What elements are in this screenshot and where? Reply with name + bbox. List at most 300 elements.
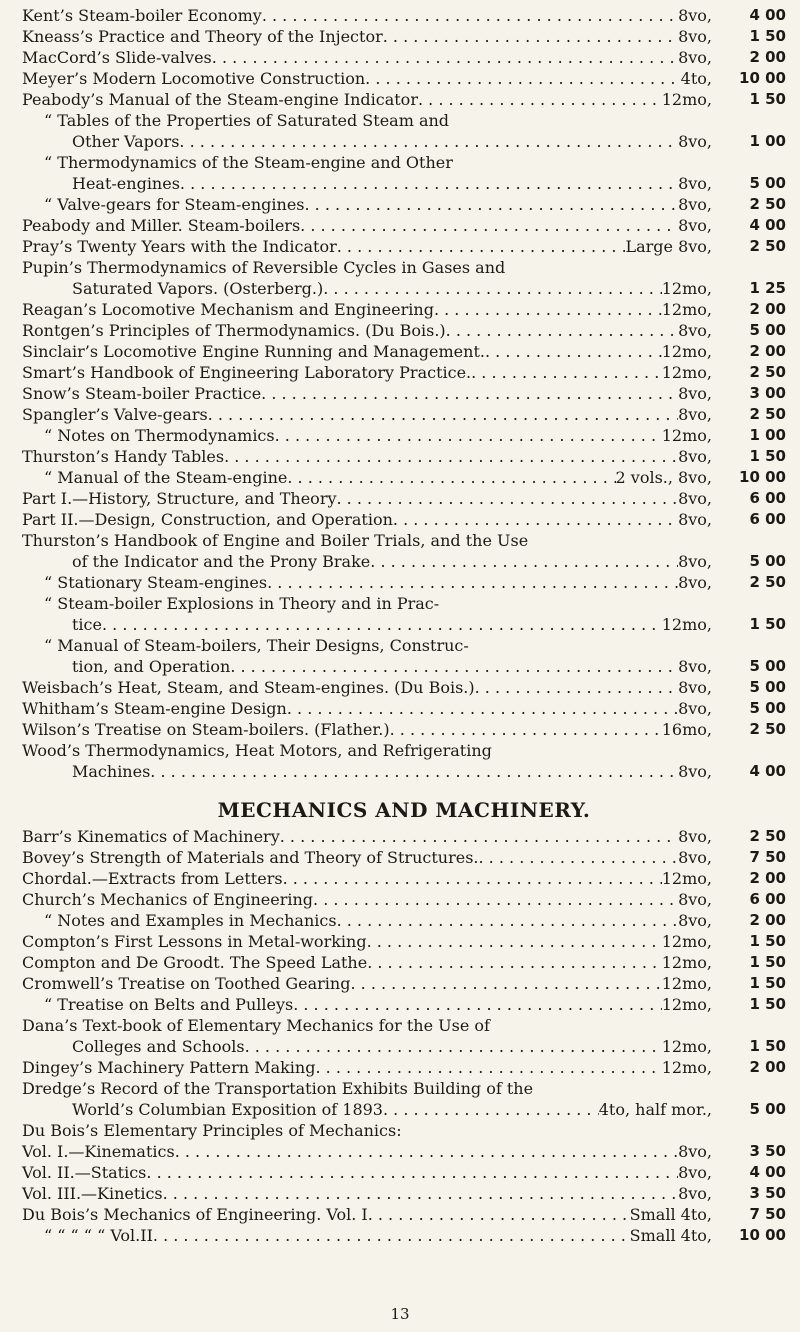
entry-title: Spangler’s Valve-gears xyxy=(22,405,208,424)
dot-leader xyxy=(179,131,678,152)
entry-price: 2 50 xyxy=(749,405,786,423)
catalog-entry xyxy=(22,1204,786,1225)
entry-title: Cromwell’s Treatise on Toothed Gearing xyxy=(22,974,351,993)
entry-title: World’s Columbian Exposition of 1893 xyxy=(72,1100,383,1119)
dot-leader xyxy=(245,1036,662,1057)
entry-line xyxy=(22,1183,786,1204)
dot-leader xyxy=(261,383,678,404)
entry-price: 2 50 xyxy=(749,573,786,591)
catalog-column xyxy=(22,5,786,1246)
dot-leader xyxy=(485,341,662,362)
entry-price: 1 50 xyxy=(749,932,786,950)
entry-title: Snow’s Steam-boiler Practice xyxy=(22,384,262,403)
entry-format: 2 vols., 8vo, xyxy=(615,468,712,487)
entry-price: 1 50 xyxy=(749,90,786,108)
dot-leader xyxy=(365,68,681,89)
entry-format: 8vo, xyxy=(678,657,712,676)
entry-format: 8vo, xyxy=(678,174,712,193)
entry-format: 12mo, xyxy=(661,363,712,382)
entry-title: Vol. III.—Kinetics xyxy=(22,1184,163,1203)
entry-format: 8vo, xyxy=(678,552,712,571)
catalog-entry xyxy=(22,889,786,910)
entry-format: 8vo, xyxy=(678,762,712,781)
dot-leader xyxy=(367,931,662,952)
entry-format: 8vo, xyxy=(678,848,712,867)
entry-price: 10 00 xyxy=(739,468,786,486)
dot-leader xyxy=(102,614,662,635)
entry-format: 12mo, xyxy=(661,342,712,361)
dot-leader xyxy=(300,215,678,236)
entry-line xyxy=(22,446,786,467)
entry-format: Small 4to, xyxy=(629,1226,712,1245)
catalog-entry xyxy=(22,593,786,635)
catalog-entry xyxy=(22,425,786,446)
dot-leader xyxy=(368,1204,630,1225)
entry-title: Smart’s Handbook of Engineering Laboratory Practice. xyxy=(22,363,472,382)
entry-title: Part II.—Design, Construction, and Operation xyxy=(22,510,393,529)
entry-price: 2 50 xyxy=(749,237,786,255)
entry-format: 8vo, xyxy=(678,678,712,697)
entry-format: 8vo, xyxy=(678,1163,712,1182)
entry-price: 2 00 xyxy=(749,342,786,360)
entry-line xyxy=(22,236,786,257)
dot-leader xyxy=(293,994,662,1015)
entry-price: 5 00 xyxy=(749,1100,786,1118)
dot-leader xyxy=(367,952,662,973)
entry-title: Church’s Mechanics of Engineering xyxy=(22,890,314,909)
entry-title: Du Bois’s Mechanics of Engineering. Vol. I xyxy=(22,1205,368,1224)
entry-price: 3 50 xyxy=(749,1142,786,1160)
entry-line xyxy=(22,1141,786,1162)
entry-price: 2 00 xyxy=(749,300,786,318)
entry-price: 1 25 xyxy=(749,279,786,297)
entry-line xyxy=(22,467,786,488)
entry-title: Bovey’s Strength of Materials and Theory of Structures. xyxy=(22,848,479,867)
entry-line xyxy=(22,677,786,698)
entry-line xyxy=(22,1204,786,1225)
entry-format: 12mo, xyxy=(661,300,712,319)
entry-price: 1 50 xyxy=(749,615,786,633)
entry-title: Wilson’s Treatise on Steam-boilers. (Flather.) xyxy=(22,720,390,739)
catalog-entry xyxy=(22,110,786,152)
entry-title: Du Bois’s Elementary Principles of Mechanics: xyxy=(22,1121,402,1140)
section-heading: MECHANICS AND MACHINERY. xyxy=(217,798,591,822)
entry-line xyxy=(22,404,786,425)
entry-price: 7 50 xyxy=(749,1205,786,1223)
dot-leader xyxy=(224,446,678,467)
catalog-entry xyxy=(22,868,786,889)
dot-leader xyxy=(230,656,678,677)
entry-price: 10 00 xyxy=(739,1226,786,1244)
entry-line xyxy=(22,1015,786,1036)
entry-title: Thurston’s Handy Tables xyxy=(22,447,225,466)
dot-leader xyxy=(323,278,662,299)
catalog-entry xyxy=(22,572,786,593)
catalog-entry xyxy=(22,973,786,994)
entry-title: “ “ “ “ “ Vol.II xyxy=(44,1226,153,1245)
entry-format: 12mo, xyxy=(661,974,712,993)
entry-title: Sinclair’s Locomotive Engine Running and Management. xyxy=(22,342,485,361)
catalog-entry xyxy=(22,320,786,341)
entry-price: 4 00 xyxy=(749,1163,786,1181)
dot-leader xyxy=(370,551,678,572)
entry-line xyxy=(22,1120,786,1141)
catalog-entry xyxy=(22,236,786,257)
dot-leader xyxy=(180,173,678,194)
catalog-entry xyxy=(22,1162,786,1183)
dot-leader xyxy=(337,910,679,931)
entry-price: 1 00 xyxy=(749,426,786,444)
entry-title: Chordal.—Extracts from Letters xyxy=(22,869,283,888)
entry-format: Large 8vo, xyxy=(625,237,712,256)
catalog-entry xyxy=(22,931,786,952)
entry-title: tion, and Operation xyxy=(72,657,231,676)
catalog-entry xyxy=(22,341,786,362)
dot-leader xyxy=(275,425,662,446)
entry-title: Kent’s Steam-boiler Economy xyxy=(22,6,262,25)
entry-title: tice xyxy=(72,615,102,634)
entry-format: 8vo, xyxy=(678,699,712,718)
entry-format: 8vo, xyxy=(678,6,712,25)
entry-format: 8vo, xyxy=(678,384,712,403)
catalog-entry xyxy=(22,467,786,488)
entry-line xyxy=(22,973,786,994)
dot-leader xyxy=(383,1099,599,1120)
page-number: 13 xyxy=(390,1305,410,1323)
entry-line xyxy=(22,47,786,68)
entry-format: 8vo, xyxy=(678,447,712,466)
catalog-entry xyxy=(22,215,786,236)
entry-format: 12mo, xyxy=(661,932,712,951)
entry-line xyxy=(22,1162,786,1183)
dot-leader xyxy=(163,1183,678,1204)
entry-format: 12mo, xyxy=(661,1058,712,1077)
dot-leader xyxy=(175,1141,678,1162)
catalog-entry xyxy=(22,383,786,404)
entry-line xyxy=(22,215,786,236)
entry-line xyxy=(22,299,786,320)
dot-leader xyxy=(267,572,678,593)
entry-format: 16mo, xyxy=(661,720,712,739)
entry-title: Kneass’s Practice and Theory of the Injector xyxy=(22,27,383,46)
entry-title: Pupin’s Thermodynamics of Reversible Cycles in Gases and xyxy=(22,258,506,277)
entry-title: “ Steam-boiler Explosions in Theory and in Prac- xyxy=(44,594,440,613)
catalog-entry xyxy=(22,509,786,530)
dot-leader xyxy=(287,467,615,488)
entry-price: 1 50 xyxy=(749,27,786,45)
entry-price: 4 00 xyxy=(749,762,786,780)
entry-line xyxy=(22,740,786,761)
dot-leader xyxy=(283,868,662,889)
catalog-entry xyxy=(22,152,786,194)
entry-title: “ Notes on Thermodynamics xyxy=(44,426,275,445)
entry-price: 2 00 xyxy=(749,1058,786,1076)
entry-format: 8vo, xyxy=(678,1142,712,1161)
entry-price: 7 50 xyxy=(749,848,786,866)
entry-title: Dredge’s Record of the Transportation Exhibits Building of the xyxy=(22,1079,534,1098)
entry-format: 8vo, xyxy=(678,510,712,529)
dot-leader xyxy=(146,1162,678,1183)
catalog-entry xyxy=(22,1183,786,1204)
entry-line xyxy=(22,889,786,910)
entry-title: “ Treatise on Belts and Pulleys xyxy=(44,995,294,1014)
entry-line xyxy=(22,425,786,446)
dot-leader xyxy=(280,826,678,847)
entry-price: 5 00 xyxy=(749,321,786,339)
catalog-entry xyxy=(22,952,786,973)
catalog-entry xyxy=(22,1225,786,1246)
entry-title: “ Manual of Steam-boilers, Their Designs, Construc- xyxy=(44,636,469,655)
entry-format: 12mo, xyxy=(661,90,712,109)
entry-line xyxy=(22,910,786,931)
catalog-entry xyxy=(22,698,786,719)
catalog-entry xyxy=(22,26,786,47)
entry-title: Compton and De Groodt. The Speed Lathe xyxy=(22,953,368,972)
entry-price: 2 50 xyxy=(749,720,786,738)
entry-line xyxy=(22,931,786,952)
entry-line xyxy=(22,488,786,509)
entry-title: Part I.—History, Structure, and Theory xyxy=(22,489,337,508)
catalog-entry xyxy=(22,1078,786,1120)
entry-title: “ Thermodynamics of the Steam-engine and Other xyxy=(44,153,453,172)
entry-line xyxy=(22,194,786,215)
entry-price: 1 50 xyxy=(749,1037,786,1055)
entry-title: Rontgen’s Principles of Thermodynamics. (Du Bois.) xyxy=(22,321,446,340)
catalog-entry xyxy=(22,635,786,677)
dot-leader xyxy=(153,1225,630,1246)
entry-format: 4to, half mor., xyxy=(598,1100,712,1119)
entry-line xyxy=(22,614,786,635)
entry-price: 1 00 xyxy=(749,132,786,150)
dot-leader xyxy=(434,299,662,320)
catalog-entry xyxy=(22,847,786,868)
entry-line xyxy=(22,847,786,868)
entry-price: 5 00 xyxy=(749,552,786,570)
entry-title: Colleges and Schools xyxy=(72,1037,245,1056)
dot-leader xyxy=(262,5,678,26)
entry-format: 8vo, xyxy=(678,1184,712,1203)
catalog-entry xyxy=(22,910,786,931)
entry-line xyxy=(22,952,786,973)
entry-line xyxy=(22,656,786,677)
entry-title: Thurston’s Handbook of Engine and Boiler Trials, and the Use xyxy=(22,531,529,550)
entry-price: 2 00 xyxy=(749,911,786,929)
entry-line xyxy=(22,383,786,404)
catalog-entry xyxy=(22,47,786,68)
entry-title: Heat-engines xyxy=(72,174,180,193)
entry-format: 8vo, xyxy=(678,195,712,214)
entry-price: 6 00 xyxy=(749,489,786,507)
dot-leader xyxy=(446,320,678,341)
entry-price: 5 00 xyxy=(749,174,786,192)
entry-line xyxy=(22,131,786,152)
catalog-entry xyxy=(22,194,786,215)
entry-line xyxy=(22,341,786,362)
dot-leader xyxy=(150,761,678,782)
catalog-entry xyxy=(22,826,786,847)
catalog-entry xyxy=(22,530,786,572)
dot-leader xyxy=(418,89,662,110)
catalog-entry xyxy=(22,1120,786,1141)
dot-leader xyxy=(475,677,678,698)
entry-title: “ Tables of the Properties of Saturated Steam and xyxy=(44,111,450,130)
dot-leader xyxy=(337,236,626,257)
entry-title: Wood’s Thermodynamics, Heat Motors, and Refrigerating xyxy=(22,741,492,760)
catalog-entry xyxy=(22,488,786,509)
entry-line xyxy=(22,173,786,194)
catalog-entry xyxy=(22,994,786,1015)
dot-leader xyxy=(479,847,679,868)
catalog-entry xyxy=(22,89,786,110)
dot-leader xyxy=(383,26,678,47)
catalog-entry xyxy=(22,677,786,698)
entry-line xyxy=(22,1225,786,1246)
entry-title: Vol. I.—Kinematics xyxy=(22,1142,175,1161)
entry-price: 3 50 xyxy=(749,1184,786,1202)
entry-title: Pray’s Twenty Years with the Indicator xyxy=(22,237,337,256)
entry-line xyxy=(22,509,786,530)
entry-line xyxy=(22,152,786,173)
dot-leader xyxy=(313,889,678,910)
entry-line xyxy=(22,994,786,1015)
entry-line xyxy=(22,26,786,47)
entry-price: 10 00 xyxy=(739,69,786,87)
entry-price: 2 50 xyxy=(749,827,786,845)
entry-title: Vol. II.—Statics xyxy=(22,1163,147,1182)
entry-line xyxy=(22,551,786,572)
catalog-entry xyxy=(22,1057,786,1078)
entry-title: Peabody and Miller. Steam-boilers xyxy=(22,216,301,235)
entry-price: 4 00 xyxy=(749,6,786,24)
entry-line xyxy=(22,635,786,656)
entry-line xyxy=(22,1078,786,1099)
catalog-entry xyxy=(22,740,786,782)
entry-price: 1 50 xyxy=(749,995,786,1013)
entry-title: Dana’s Text-book of Elementary Mechanics for the Use of xyxy=(22,1016,490,1035)
entry-format: 12mo, xyxy=(661,426,712,445)
entry-format: 12mo, xyxy=(661,1037,712,1056)
entry-format: 12mo, xyxy=(661,615,712,634)
entry-line xyxy=(22,110,786,131)
entry-title: Saturated Vapors. (Osterberg.) xyxy=(72,279,324,298)
entry-line xyxy=(22,719,786,740)
catalog-entry xyxy=(22,257,786,299)
entry-format: 12mo, xyxy=(661,953,712,972)
catalog-entry xyxy=(22,446,786,467)
entry-title: Barr’s Kinematics of Machinery xyxy=(22,827,280,846)
catalog-entry xyxy=(22,299,786,320)
entry-price: 5 00 xyxy=(749,699,786,717)
entry-price: 5 00 xyxy=(749,678,786,696)
entry-format: 8vo, xyxy=(678,27,712,46)
catalog-entry xyxy=(22,5,786,26)
entry-line xyxy=(22,278,786,299)
entry-title: Weisbach’s Heat, Steam, and Steam-engines. (Du Bois.) xyxy=(22,678,475,697)
entry-price: 6 00 xyxy=(749,890,786,908)
dot-leader xyxy=(390,719,662,740)
entry-format: 8vo, xyxy=(678,911,712,930)
entry-line xyxy=(22,1057,786,1078)
entry-price: 2 50 xyxy=(749,363,786,381)
entry-format: 8vo, xyxy=(678,48,712,67)
dot-leader xyxy=(350,973,661,994)
entry-line xyxy=(22,1036,786,1057)
entry-title: Machines xyxy=(72,762,151,781)
entry-title: Other Vapors xyxy=(72,132,180,151)
entry-title: MacCord’s Slide-valves xyxy=(22,48,212,67)
entry-line xyxy=(22,761,786,782)
entry-format: 8vo, xyxy=(678,132,712,151)
entry-price: 1 50 xyxy=(749,447,786,465)
entry-line xyxy=(22,1099,786,1120)
dot-leader xyxy=(287,698,678,719)
entry-format: 12mo, xyxy=(661,995,712,1014)
entry-line xyxy=(22,362,786,383)
entry-line xyxy=(22,257,786,278)
entry-format: Small 4to, xyxy=(629,1205,712,1224)
entry-price: 6 00 xyxy=(749,510,786,528)
entry-title: Whitham’s Steam-engine Design xyxy=(22,699,287,718)
dot-leader xyxy=(393,509,678,530)
entry-title: of the Indicator and the Prony Brake xyxy=(72,552,371,571)
entry-line xyxy=(22,530,786,551)
dot-leader xyxy=(337,488,679,509)
entry-format: 8vo, xyxy=(678,890,712,909)
entry-line xyxy=(22,868,786,889)
entry-format: 8vo, xyxy=(678,827,712,846)
entry-format: 8vo, xyxy=(678,489,712,508)
entry-title: Reagan’s Locomotive Mechanism and Engineering xyxy=(22,300,434,319)
entry-title: Compton’s First Lessons in Metal-working xyxy=(22,932,367,951)
dot-leader xyxy=(305,194,679,215)
dot-leader xyxy=(471,362,662,383)
entry-format: 12mo, xyxy=(661,869,712,888)
entry-title: “ Stationary Steam-engines xyxy=(44,573,268,592)
entry-title: Peabody’s Manual of the Steam-engine Indicator xyxy=(22,90,418,109)
entry-price: 5 00 xyxy=(749,657,786,675)
steam-engineering-list xyxy=(22,5,786,782)
entry-format: 12mo, xyxy=(661,279,712,298)
entry-line xyxy=(22,68,786,89)
entry-price: 2 50 xyxy=(749,195,786,213)
entry-price: 1 50 xyxy=(749,953,786,971)
catalog-entry xyxy=(22,362,786,383)
entry-title: Dingey’s Machinery Pattern Making xyxy=(22,1058,316,1077)
entry-title: “ Manual of the Steam-engine xyxy=(44,468,288,487)
entry-line xyxy=(22,593,786,614)
dot-leader xyxy=(315,1057,661,1078)
entry-line xyxy=(22,5,786,26)
entry-price: 3 00 xyxy=(749,384,786,402)
entry-price: 2 00 xyxy=(749,869,786,887)
entry-format: 8vo, xyxy=(678,573,712,592)
entry-line xyxy=(22,89,786,110)
entry-price: 1 50 xyxy=(749,974,786,992)
entry-format: 8vo, xyxy=(678,216,712,235)
entry-title: “ Valve-gears for Steam-engines xyxy=(44,195,305,214)
entry-line xyxy=(22,320,786,341)
catalog-entry xyxy=(22,404,786,425)
entry-format: 8vo, xyxy=(678,321,712,340)
entry-format: 4to, xyxy=(680,69,712,88)
entry-line xyxy=(22,572,786,593)
entry-title: “ Notes and Examples in Mechanics xyxy=(44,911,337,930)
entry-line xyxy=(22,698,786,719)
catalog-entry xyxy=(22,1141,786,1162)
entry-line xyxy=(22,826,786,847)
catalog-entry xyxy=(22,1015,786,1057)
dot-leader xyxy=(208,404,678,425)
